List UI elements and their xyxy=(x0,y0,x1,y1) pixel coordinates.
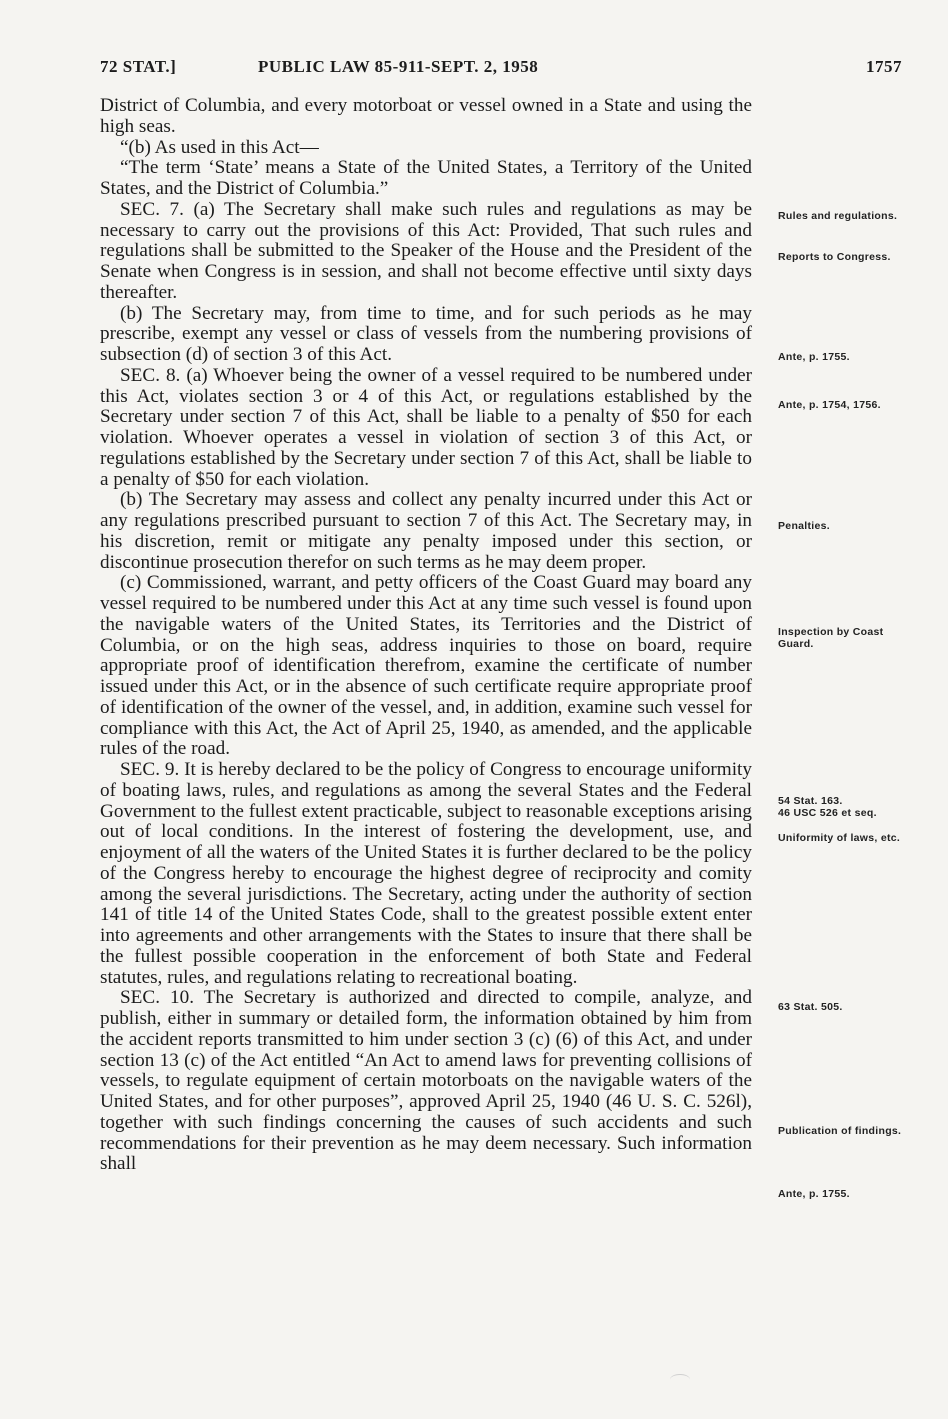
running-header xyxy=(100,57,902,81)
margin-note-uniformity: Uniformity of laws, etc. xyxy=(778,832,901,844)
margin-note-ante-1754: Ante, p. 1754, 1756. xyxy=(778,399,881,411)
margin-note-publication: Publication of findings. xyxy=(778,1125,902,1137)
margin-note-penalties: Penalties. xyxy=(778,520,831,532)
paragraph-sec-8-a: SEC. 8. (a) Whoever being the owner of a vessel required to be numbered under this Act, violates section 3 or 4 of this Act, or regulations established by the Secretary under section 7 of this Act, shall be liable to a penalty of $50 for each violation. Whoever operates a vessel in violation of section 3 of this Act, or regulations established by the Secretary under section 7 of this Act, shall be liable to a penalty of $50 for each violation. xyxy=(100,364,752,490)
body-text xyxy=(100,96,752,1175)
paragraph-sec-8-c: (c) Commissioned, warrant, and petty officers of the Coast Guard may board any vessel required to be numbered under this Act at any time such vessel is found upon the navigable waters of the United States, its Territories and the District of Columbia, or on the high seas, address inquiries to those on board, require appropriate proof of identification therefrom, examine the certificate of number issued under this Act, or in the absence of such certificate require appropriate proof of identification of the owner of the vessel, and, in addition, examine such vessel for compliance with this Act, the Act of April 25, 1940, as amended, and the applicable rules of the road. xyxy=(100,572,752,760)
margin-note-stat-163: 54 Stat. 163. xyxy=(778,795,843,807)
page-number: 1757 xyxy=(866,57,902,76)
paragraph-sec-9: SEC. 9. It is hereby declared to be the policy of Congress to encourage uniformity of boating laws, rules, and regulations as among the several States and the Federal Government to the fullest extent practicable, subject to reasonable exceptions arising out of local conditions. In the interest of fostering the development, use, and enjoyment of all the waters of the United States it is further declared to be the policy of the Congress hereby to encourage the highest degree of reciprocity and comity among the several jurisdictions. The Secretary, acting under the authority of section 141 of title 14 of the United States Code, shall to the greatest possible extent enter into agreements and other arrangements with the States to insure that there shall be the fullest possible cooperation in the enforcement of both State and Federal statutes, rules, and regulations relating to recreational boating. xyxy=(100,759,752,988)
margin-note-usc-526: 46 USC 526 et seq. xyxy=(778,807,877,819)
paragraph-continuation: District of Columbia, and every motorboat or vessel owned in a State and using the high seas. xyxy=(100,95,752,137)
margin-note-ante-1755-a: Ante, p. 1755. xyxy=(778,351,850,363)
paragraph-sec-8-b: (b) The Secretary may assess and collect any penalty incurred under this Act or any regulations prescribed pursuant to section 7 of this Act. The Secretary may, in his discretion, remit or mitigate any penalty imposed under this section, or discontinue prosecution therefor on such terms as he may deem proper. xyxy=(100,489,752,573)
margin-note-ante-1755-b: Ante, p. 1755. xyxy=(778,1188,850,1200)
paragraph-state-definition: “The term ‘State’ means a State of the United States, a Territory of the United States, and the District of Columbia.” xyxy=(100,157,752,199)
margin-note-stat-505: 63 Stat. 505. xyxy=(778,1001,843,1013)
paragraph-sec-7-a: SEC. 7. (a) The Secretary shall make such rules and regulations as may be necessary to carry out the provisions of this Act: Provided, That such rules and regulations shall be submitted to the Speaker of the House and the President of the Senate when Congress is in session, and shall not become effective until sixty days thereafter. xyxy=(100,198,752,303)
page-footer-mark xyxy=(670,1374,690,1385)
paragraph-sec-7-b: (b) The Secretary may, from time to time, and for such periods as he may prescribe, exempt any vessel or class of vessels from the numbering provisions of subsection (d) of section 3 of this Act. xyxy=(100,302,752,365)
page-title: PUBLIC LAW 85-911-SEPT. 2, 1958 xyxy=(258,57,539,76)
paragraph-sec-10: SEC. 10. The Secretary is authorized and directed to compile, analyze, and publish, either in summary or detailed form, the information obtained by him from the accident reports transmitted to him under section 3 (c) (6) of this Act, and under section 13 (c) of the Act entitled “An Act to amend laws for preventing collisions of vessels, to regulate equipment of certain motorboats on the navigable waters of the United States, and for other purposes”, approved April 25, 1940 (46 U. S. C. 526l), together with such findings concerning the causes of such accidents and such recommendations for their prevention as he may deem necessary. Such information shall xyxy=(100,987,752,1175)
volume-reference: 72 STAT.] xyxy=(100,57,177,76)
margin-note-reports: Reports to Congress. xyxy=(778,251,891,263)
margin-note-rules: Rules and regulations. xyxy=(778,210,898,222)
margin-note-inspection: Inspection by Coast Guard. xyxy=(778,626,884,650)
paragraph-subsection-b-definitions: “(b) As used in this Act— xyxy=(120,136,319,158)
